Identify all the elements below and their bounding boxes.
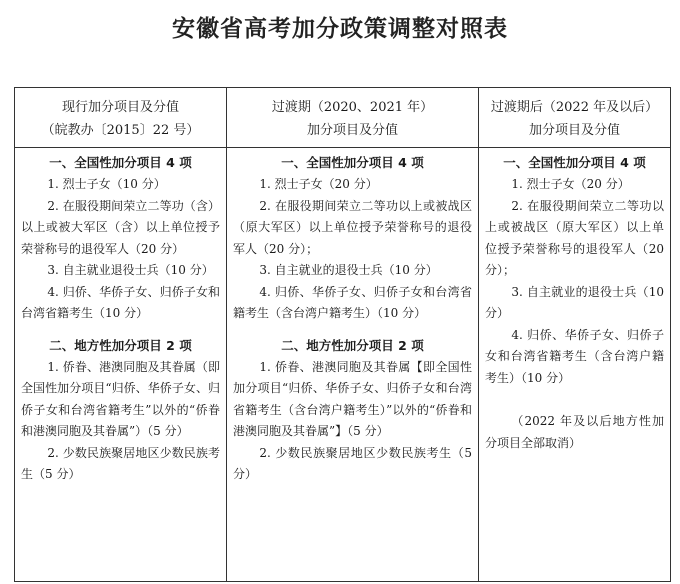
cell-current-policy xyxy=(15,148,227,582)
header-line: 过渡期（2020、2021 年） xyxy=(271,100,434,115)
list-item: 1. 烈士子女（20 分） xyxy=(259,177,378,191)
list-item: 4. 归侨、华侨子女、归侨子女和台湾省籍考生（10 分） xyxy=(21,284,220,320)
cancellation-note: （2022 年及以后地方性加分项目全部取消） xyxy=(485,414,664,450)
list-item: 1. 侨眷、港澳同胞及其眷属【即全国性加分项目“归侨、华侨子女、归侨子女和台湾省籍考生（含台湾户籍考生）”以外的“侨眷和港澳同胞及其眷属”】（5 分） xyxy=(233,359,472,438)
list-item: 2. 在服役期间荣立二等功（含）以上或被大军区（含）以上单位授予荣誉称号的退役军人（20 分） xyxy=(21,198,220,256)
list-item: 2. 在服役期间荣立二等功以上或被战区（原大军区）以上单位授予荣誉称号的退役军人（20 分）； xyxy=(233,198,472,256)
list-item: 1. 侨眷、港澳同胞及其眷属（即全国性加分项目“归侨、华侨子女、归侨子女和台湾省籍考生”以外的“侨眷和港澳同胞及其眷属”）（5 分） xyxy=(21,359,220,438)
header-line: 加分项目及分值 xyxy=(528,123,620,138)
list-item: 3. 自主就业的退役士兵（10 分） xyxy=(259,263,438,277)
section-title-national: 一、全国性加分项目 4 项 xyxy=(281,155,424,170)
list-item: 2. 在服役期间荣立二等功以上或被战区（原大军区）以上单位授予荣誉称号的退役军人（20 分）； xyxy=(485,198,664,277)
document-title: 安徽省高考加分政策调整对照表 xyxy=(172,15,508,42)
list-item: 4. 归侨、华侨子女、归侨子女和台湾省籍考生（含台湾户籍考生）（10 分） xyxy=(233,284,472,320)
section-title-national: 一、全国性加分项目 4 项 xyxy=(503,155,646,170)
header-line: 加分项目及分值 xyxy=(306,123,398,138)
policy-comparison-table xyxy=(14,87,671,582)
header-line: 过渡期后（2022 年及以后） xyxy=(490,100,659,115)
cell-transition-period xyxy=(227,148,479,582)
list-item: 1. 烈士子女（10 分） xyxy=(47,177,166,191)
list-item: 3. 自主就业退役士兵（10 分） xyxy=(47,263,214,277)
cell-post-transition xyxy=(479,148,671,582)
list-item: 2. 少数民族聚居地区少数民族考生（5 分） xyxy=(21,445,220,481)
header-transition-period xyxy=(227,88,479,148)
header-current-policy xyxy=(15,88,227,148)
list-item: 2. 少数民族聚居地区少数民族考生（5 分） xyxy=(233,445,472,481)
header-line: （皖教办〔2015〕22 号） xyxy=(41,123,200,138)
list-item: 4. 归侨、华侨子女、归侨子女和台湾省籍考生（含台湾户籍考生）（10 分） xyxy=(485,327,664,385)
table-body-row xyxy=(15,148,671,582)
header-line: 现行加分项目及分值 xyxy=(61,100,179,115)
header-post-transition xyxy=(479,88,671,148)
section-title-national: 一、全国性加分项目 4 项 xyxy=(49,155,192,170)
list-item: 1. 烈士子女（20 分） xyxy=(511,177,630,191)
list-item: 3. 自主就业的退役士兵（10 分） xyxy=(485,284,664,320)
table-header-row xyxy=(15,88,671,148)
section-title-local: 二、地方性加分项目 2 项 xyxy=(281,337,424,353)
section-title-local: 二、地方性加分项目 2 项 xyxy=(49,337,192,353)
